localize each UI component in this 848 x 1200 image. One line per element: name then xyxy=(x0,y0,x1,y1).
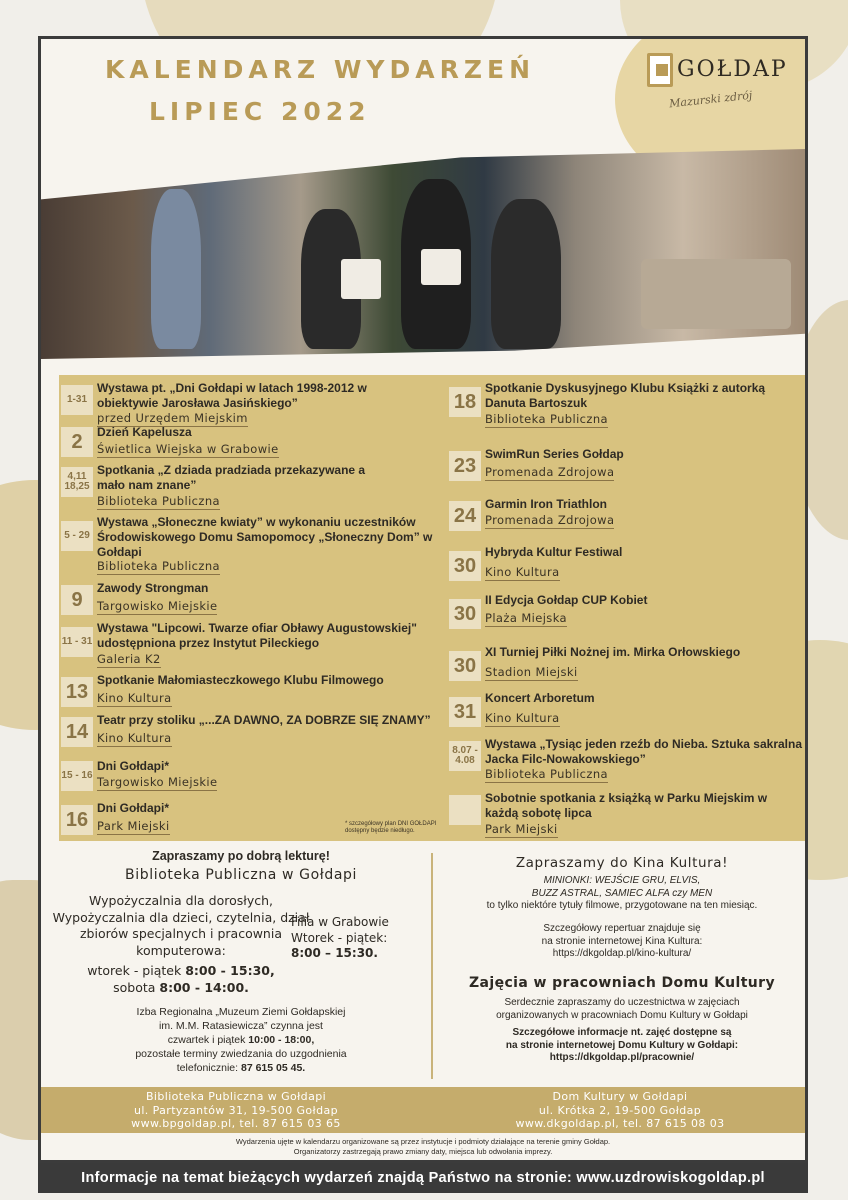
cinema-link[interactable]: https://dkgoldap.pl/kino-kultura/ xyxy=(552,948,692,959)
museum-line: pozostałe terminy zwiedzania do uzgodnienia xyxy=(135,1048,347,1060)
workshops-body xyxy=(439,997,805,1022)
event-place: Galeria K2 xyxy=(97,652,161,666)
library-heading: Zapraszamy po dobrą lekturę! xyxy=(152,849,330,863)
event-place: Kino Kultura xyxy=(97,691,172,705)
event-title: Sobotnie spotkania z książką w Parku Miejskim w każdą sobotę lipca xyxy=(485,791,768,820)
workshops-link[interactable]: https://dkgoldap.pl/pracownie/ xyxy=(549,1052,695,1063)
event-item xyxy=(447,689,803,729)
event-date-badge: 31 xyxy=(449,697,481,727)
library-name: Biblioteka Publiczna w Gołdapi xyxy=(125,867,357,883)
event-item xyxy=(61,757,441,793)
disclaimer-line: Wydarzenia ujęte w kalendarzu organizowane są przez instytucje i podmioty działające na terenie gminy Gołdap. xyxy=(235,1137,611,1146)
event-title: Spotkanie Małomiasteczkowego Klubu Filmowego xyxy=(97,673,384,687)
museum-line: Izba Regionalna „Muzeum Ziemi Gołdapskiej xyxy=(136,1006,346,1018)
event-title: Koncert Arboretum xyxy=(485,691,595,705)
event-date-badge: 30 xyxy=(449,651,481,681)
footnote: * szczegółowy plan DNI GOŁDAPI dostępny będzie niedługo. xyxy=(345,821,437,834)
contact-web-phone[interactable]: www.bpgoldap.pl, tel. 87 615 03 65 xyxy=(131,1117,341,1130)
event-item xyxy=(447,543,803,583)
event-title: Wystawa „Słoneczne kwiaty” w wykonaniu uczestników Środowiskowego Domu Samopomocy „Słoneczny Dom” w Gołdapi xyxy=(97,515,433,559)
event-date-badge xyxy=(449,795,481,825)
workshops-info-line: na stronie internetowej Domu Kultury w Gołdapi: xyxy=(505,1039,739,1051)
event-title: Teatr przy stoliku „...ZA DAWNO, ZA DOBRZE SIĘ ZNAMY” xyxy=(97,713,431,727)
event-place: Promenada Zdrojowa xyxy=(485,465,615,479)
contact-web-phone[interactable]: www.dkgoldap.pl, tel. 87 615 08 03 xyxy=(515,1117,725,1130)
event-place: Kino Kultura xyxy=(485,711,560,725)
event-item xyxy=(447,591,803,631)
event-date-badge: 16 xyxy=(61,805,93,835)
event-item xyxy=(61,463,441,509)
event-date-badge: 14 xyxy=(61,717,93,747)
photo-person-speaker xyxy=(151,189,201,349)
logo-text: GOŁDAP xyxy=(677,57,788,82)
event-item xyxy=(447,445,803,485)
culture-house-contact xyxy=(435,1090,805,1131)
hours-value: 8:00 - 15:30, xyxy=(185,963,275,978)
workshops-info-line: Szczegółowe informacje nt. zajęć dostępne są xyxy=(512,1027,732,1038)
event-place: Park Miejski xyxy=(97,819,170,833)
event-place: Kino Kultura xyxy=(485,565,560,579)
event-title: II Edycja Gołdap CUP Kobiet xyxy=(485,593,648,607)
event-title: Spotkanie Dyskusyjnego Klubu Książki z autorką Danuta Bartoszuk xyxy=(485,381,766,410)
cinema-line: BUZZ ASTRAL, SAMIEC ALFA czy MEN xyxy=(531,887,713,899)
event-place: Park Miejski xyxy=(485,822,558,836)
workshops-line: Serdecznie zapraszamy do uczestnictwa w zajęciach xyxy=(504,997,740,1008)
event-item xyxy=(61,581,441,617)
museum-label: czwartek i piątek xyxy=(167,1034,249,1046)
event-date-badge: 18 xyxy=(449,387,481,417)
library-hours xyxy=(51,963,311,996)
cinema-repertoire xyxy=(439,923,805,961)
hours-label: sobota xyxy=(113,979,160,995)
footer-contacts xyxy=(41,1087,805,1133)
event-item xyxy=(61,621,441,669)
event-place: Targowisko Miejskie xyxy=(97,775,218,789)
museum-label: telefonicznie: xyxy=(176,1062,241,1074)
event-item xyxy=(61,425,441,461)
branch-time: 8:00 – 15:30. xyxy=(291,946,378,960)
event-date-badge: 5 - 29 xyxy=(61,521,93,551)
event-item xyxy=(447,789,803,839)
logo-tagline: Mazurski zdrój xyxy=(668,88,753,111)
column-divider xyxy=(431,853,433,1079)
cinema-rep-line: na stronie internetowej Kina Kultura: xyxy=(541,935,703,947)
cinema-rep-line: Szczegółowy repertuar znajduje się xyxy=(543,923,701,934)
website-banner[interactable]: Informacje na temat bieżących wydarzeń znajdą Państwo na stronie: www.uzdrowiskogoldap.pl xyxy=(38,1163,808,1193)
event-date-badge: 24 xyxy=(449,501,481,531)
museum-info xyxy=(51,1005,431,1075)
event-title: Spotkania „Z dziada pradziada przekazywane a mało nam znane” xyxy=(97,463,366,492)
cinema-line: MINIONKI: WEJŚCIE GRU, ELVIS, xyxy=(543,875,701,886)
event-title: Dni Gołdapi* xyxy=(97,759,169,773)
info-section xyxy=(41,845,805,1089)
event-place: Świetlica Wiejska w Grabowie xyxy=(97,442,279,456)
branch-days: Wtorek - piątek: xyxy=(291,930,388,945)
photo-person-strongman xyxy=(491,199,561,349)
contact-address: ul. Partyzantów 31, 19-500 Gołdap xyxy=(133,1103,338,1117)
contact-name: Biblioteka Publiczna w Gołdapi xyxy=(145,1090,327,1103)
event-item xyxy=(61,713,441,749)
disclaimer-line: Organizatorzy zastrzegają prawo zmiany daty, miejsca lub odwołania imprezy. xyxy=(293,1147,553,1156)
event-item xyxy=(447,381,803,431)
branch-hours xyxy=(291,915,431,962)
event-place: Biblioteka Publiczna xyxy=(97,494,220,508)
events-panel xyxy=(59,375,805,841)
event-title: SwimRun Series Gołdap xyxy=(485,447,624,461)
event-date-badge: 15 - 16 xyxy=(61,761,93,791)
page-subtitle: LIPIEC 2022 xyxy=(149,97,371,126)
workshops-line: organizowanych w pracowniach Domu Kultury w Gołdapi xyxy=(496,1009,748,1021)
event-date-badge: 9 xyxy=(61,585,93,615)
contact-address: ul. Krótka 2, 19-500 Gołdap xyxy=(538,1103,702,1117)
event-date-badge: 1-31 xyxy=(61,385,93,415)
event-title: Dzień Kapelusza xyxy=(97,425,192,439)
event-item xyxy=(447,735,803,783)
page-title: KALENDARZ WYDARZEŃ xyxy=(105,55,535,84)
event-title: Zawody Strongman xyxy=(97,581,209,595)
event-place: Biblioteka Publiczna xyxy=(485,412,608,426)
logo-mark-icon xyxy=(647,53,673,87)
event-date-badge: 8.07 - 4.08 xyxy=(449,741,481,771)
event-place: Kino Kultura xyxy=(97,731,172,745)
workshops-info xyxy=(439,1027,805,1065)
workshops-heading: Zajęcia w pracowniach Domu Kultury xyxy=(468,975,776,991)
event-place: Plaża Miejska xyxy=(485,611,567,625)
branch-name: Filia w Grabowie xyxy=(291,915,389,929)
event-place: Stadion Miejski xyxy=(485,665,578,679)
photo-certificate xyxy=(421,249,461,285)
event-date-badge: 13 xyxy=(61,677,93,707)
event-item xyxy=(447,643,803,683)
event-date-badge: 30 xyxy=(449,599,481,629)
event-title: Garmin Iron Triathlon xyxy=(485,497,608,511)
event-date-badge: 30 xyxy=(449,551,481,581)
event-item xyxy=(61,381,441,425)
library-contact xyxy=(51,1090,421,1131)
event-title: Wystawa „Tysiąc jeden rzeźb do Nieba. Sztuka sakralna Jacka Filc-Nowakowskiego” xyxy=(485,737,803,766)
museum-line: im. M.M. Ratasiewicza” czynna jest xyxy=(159,1020,323,1032)
event-place: Promenada Zdrojowa xyxy=(485,513,615,527)
event-place: Targowisko Miejskie xyxy=(97,599,218,613)
event-place: Biblioteka Publiczna xyxy=(485,767,608,781)
event-place: przed Urzędem Miejskim xyxy=(97,411,248,425)
event-place: Biblioteka Publiczna xyxy=(97,559,220,573)
event-title: Wystawa pt. „Dni Gołdapi w latach 1998-2012 w obiektywie Jarosława Jasińskiego” xyxy=(97,381,367,410)
goldap-logo xyxy=(647,51,797,131)
cinema-line: to tylko niektóre tytuły filmowe, przygotowane na ten miesiąc. xyxy=(486,900,758,911)
event-date-badge: 4,11 18,25 xyxy=(61,467,93,497)
cinema-titles xyxy=(439,875,805,913)
event-title: XI Turniej Piłki Nożnej im. Mirka Orłowskiego xyxy=(485,645,741,659)
event-date-badge: 2 xyxy=(61,427,93,457)
photo-certificate xyxy=(341,259,381,299)
event-item xyxy=(61,515,441,579)
contact-name: Dom Kultury w Gołdapi xyxy=(552,1090,688,1103)
library-description: Wypożyczalnia dla dorosłych, Wypożyczalnia dla dzieci, czytelnia, dział zbiorów specjalnych i pracownia komputerowa: xyxy=(52,893,310,958)
museum-phone: 87 615 05 45. xyxy=(240,1062,306,1074)
disclaimer xyxy=(41,1137,805,1157)
photo-workshop-table xyxy=(641,259,791,329)
museum-hours: 10:00 - 18:00, xyxy=(248,1034,315,1046)
cinema-heading: Zapraszamy do Kina Kultura! xyxy=(515,855,729,871)
event-title: Hybryda Kultur Festiwal xyxy=(485,545,623,559)
event-item xyxy=(61,673,441,709)
poster-frame xyxy=(38,36,808,1163)
event-item xyxy=(447,495,803,535)
event-date-badge: 23 xyxy=(449,451,481,481)
event-title: Wystawa "Lipcowi. Twarze ofiar Obławy Augustowskiej" udostępniona przez Instytut Pileckiego xyxy=(97,621,417,650)
event-title: Dni Gołdapi* xyxy=(97,801,169,815)
event-date-badge: 11 - 31 xyxy=(61,627,93,657)
hours-label: wtorek - piątek xyxy=(87,963,186,978)
hours-value: 8:00 - 14:00. xyxy=(159,979,249,995)
